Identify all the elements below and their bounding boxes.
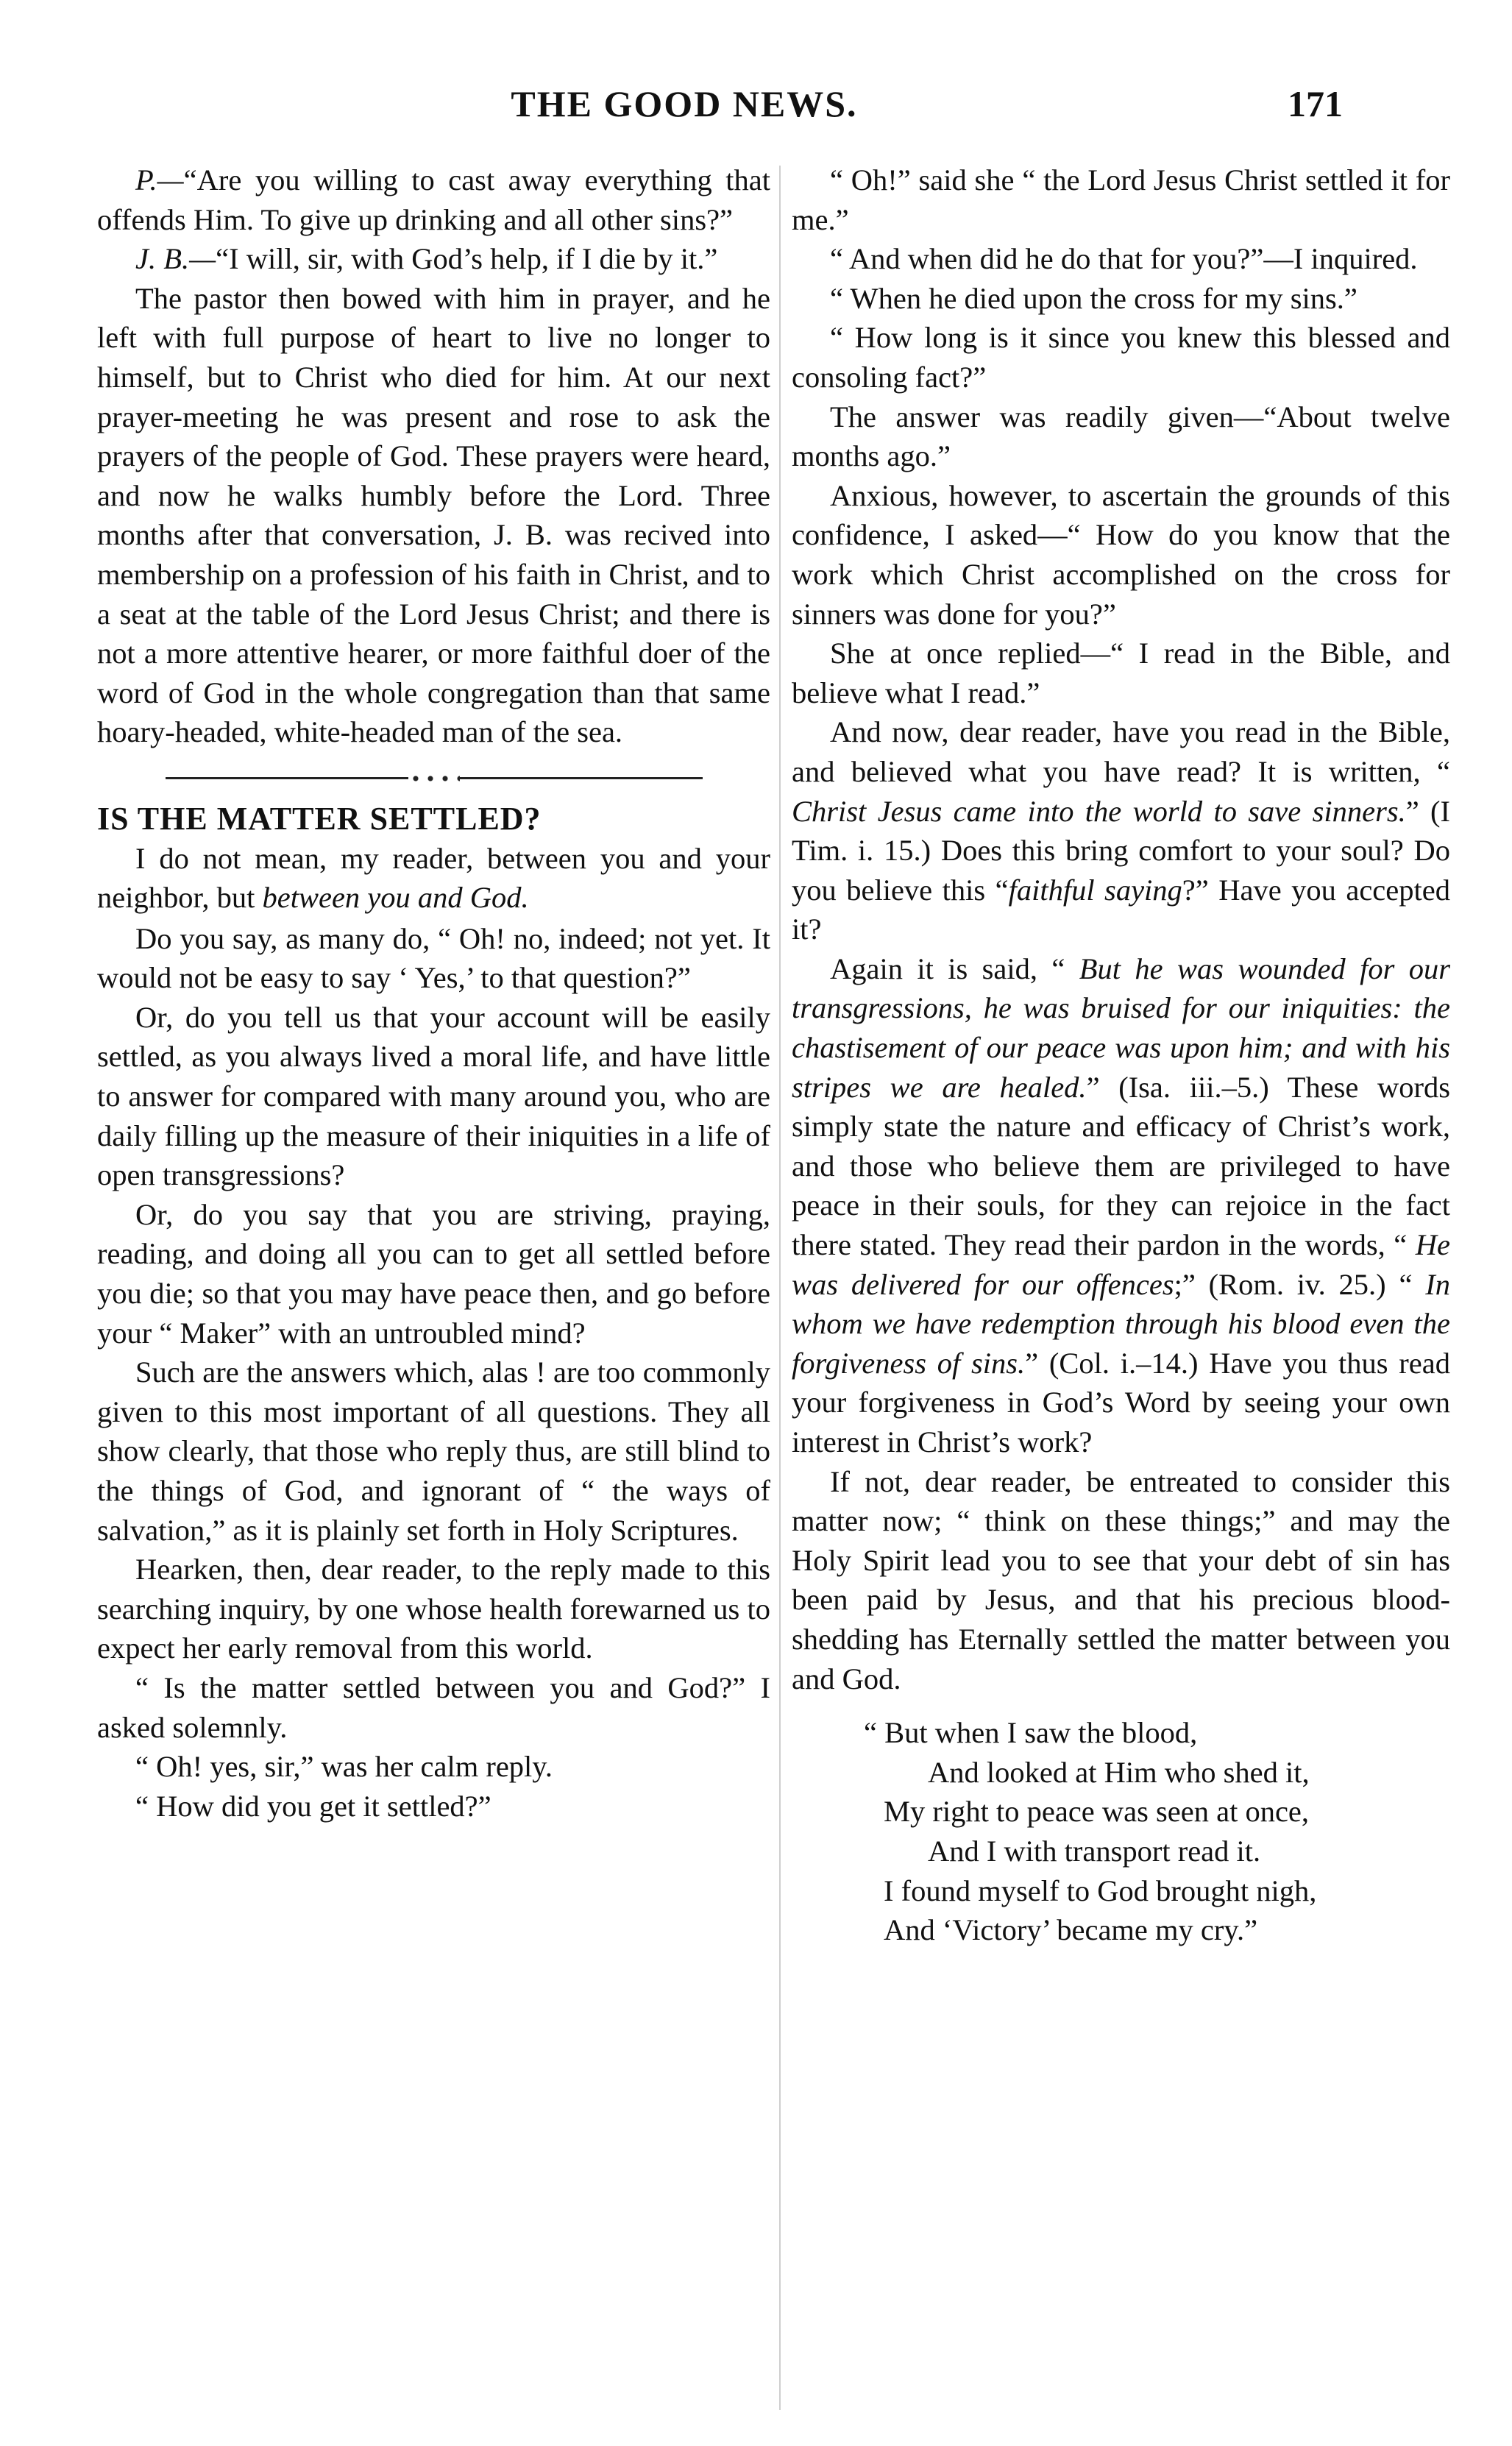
- emphasis-text: between you and God.: [262, 881, 529, 915]
- speaker-label: P.—: [135, 163, 184, 196]
- dialogue-jb: [97, 239, 770, 279]
- paragraph: Anxious, however, to ascertain the grounds of this confidence, I asked—“ How do you know that the work which Christ accomplished on the cross for sinners was done for you?”: [792, 478, 1450, 631]
- paragraph: Do you say, as many do, “ Oh! no, indeed; not yet. It would not be easy to say ‘ Yes,’ to that question?”: [97, 921, 770, 995]
- paragraph: I do not mean, my reader, between you and your neighbor, but between you and God.: [97, 841, 770, 915]
- poem-line: And I with transport read it.: [928, 1834, 1261, 1868]
- poem-line: And looked at Him who shed it,: [928, 1755, 1310, 1789]
- paragraph: And now, dear reader, have you read in the Bible, and believed what you have read? It is written, “ Christ Jesus came into the world to save sinners.” (I Tim. i. 15.) Does this bring comfort to your soul? Do you believe this “faithful saying?” Have you accepted it?: [792, 715, 1450, 946]
- paragraph: Such are the answers which, alas ! are too commonly given to this most important of all questions. They all show clearly, that those who reply thus, are still blind to the things of God, and ignorant of “ the ways of salvation,” as it is plainly set forth in Holy Scriptures.: [97, 1355, 770, 1547]
- paragraph: “ When he died upon the cross for my sins.”: [830, 281, 1357, 315]
- paragraph: She at once replied—“ I read in the Bible, and believe what I read.”: [792, 637, 1450, 709]
- scripture-quote: He was delivered for our offences: [792, 1228, 1450, 1301]
- paragraph: The answer was readily given—“About twelve months ago.”: [792, 400, 1450, 473]
- section-divider-ornament: [97, 768, 770, 783]
- section-title: IS THE MATTER SETTLED?: [97, 800, 542, 837]
- scripture-quote: Christ Jesus came into the world to save sinners.: [792, 794, 1406, 828]
- paragraph: “ How did you get it settled?”: [135, 1789, 491, 1823]
- page-header: [0, 82, 1512, 134]
- paragraph: “ How long is it since you knew this blessed and consoling fact?”: [792, 321, 1450, 394]
- closing-poem: [792, 1713, 1450, 1950]
- paragraph: “ Is the matter settled between you and God?” I asked solemnly.: [97, 1670, 770, 1744]
- dialogue-text: “Are you willing to cast away everything that offends Him. To give up drinking and all other sins?”: [97, 163, 770, 236]
- paragraph: The pastor then bowed with him in prayer, and he left with full purpose of heart to live no longer to himself, but to Christ who died for him. At our next prayer-meeting he was present and rose to ask the prayers of the people of God. These prayers were heard, and now he walks humbly before the Lord. Three months after that conversation, J. B. was recived into membership on a profession of his faith in Christ, and to a seat at the table of the Lord Jesus Christ; and there is not a more attentive hearer, or more faithful doer of the word of God in the whole congregation than that same hoary-headed, white-headed man of the sea.: [97, 281, 770, 749]
- poem-line: And ‘Victory’ became my cry.”: [884, 1913, 1258, 1947]
- dialogue-text: “I will, sir, with God’s help, if I die by it.”: [216, 242, 718, 276]
- paragraph: “ Oh!” said she “ the Lord Jesus Christ settled it for me.”: [792, 163, 1450, 236]
- column-divider: [779, 166, 781, 2410]
- paragraph: Or, do you say that you are striving, praying, reading, and doing all you can to get all settled before you die; so that you may have peace then, and go before your “ Maker” with an untroubled mind?: [97, 1197, 770, 1350]
- speaker-label: J. B.—: [135, 242, 216, 276]
- left-column: [97, 160, 770, 1826]
- paragraph: “ Oh! yes, sir,” was her calm reply.: [135, 1750, 553, 1784]
- paragraph: “ And when did he do that for you?”—I inquired.: [830, 242, 1418, 276]
- paragraph: Hearken, then, dear reader, to the reply made to this searching inquiry, by one whose health forewarned us to expect her early removal from this world.: [97, 1553, 770, 1665]
- scripture-quote: faithful saying: [1008, 873, 1182, 907]
- poem-line: My right to peace was seen at once,: [884, 1795, 1310, 1829]
- scripture-quote: In whom we have redemption through his blood even the forgiveness of sins.: [792, 1267, 1450, 1380]
- running-title: THE GOOD NEWS.: [511, 83, 858, 124]
- right-column: [792, 160, 1450, 1950]
- scripture-quote: But he was wounded for our transgressions, he was bruised for our iniquities: the chastisement of our peace was upon him; and with his stripes we are healed.: [792, 951, 1450, 1104]
- poem-line: I found myself to God brought nigh,: [884, 1874, 1317, 1907]
- paragraph: If not, dear reader, be entreated to consider this matter now; “ think on these things;” and may the Holy Spirit lead you to see that your debt of sin has been paid by Jesus, and that his precious blood-shedding has Eternally settled the matter between you and God.: [792, 1464, 1450, 1695]
- paragraph: Or, do you tell us that your account will be easily settled, as you always lived a moral life, and have little to answer for compared with many around you, who are daily filling up the measure of their iniquities in a life of open transgressions?: [97, 1000, 770, 1192]
- dialogue-pastor: [97, 160, 770, 239]
- poem-line: “ But when I saw the blood,: [864, 1716, 1198, 1750]
- page-number: 171: [1288, 83, 1343, 124]
- paragraph: Again it is said, “ But he was wounded for our transgressions, he was bruised for our iniquities: the chastisement of our peace was upon him; and with his stripes we are healed.” (Isa. iii.–5.) These words simply state the nature and efficacy of Christ’s work, and those who believe them are privileged to have peace in their souls, for they can rejoice in the fact there stated. They read their pardon in the words, “ He was delivered for our offences;” (Rom. iv. 25.) “ In whom we have redemption through his blood even the forgiveness of sins.” (Col. i.–14.) Have you thus read your forgiveness in God’s Word by seeing your own interest in Christ’s work?: [792, 951, 1450, 1458]
